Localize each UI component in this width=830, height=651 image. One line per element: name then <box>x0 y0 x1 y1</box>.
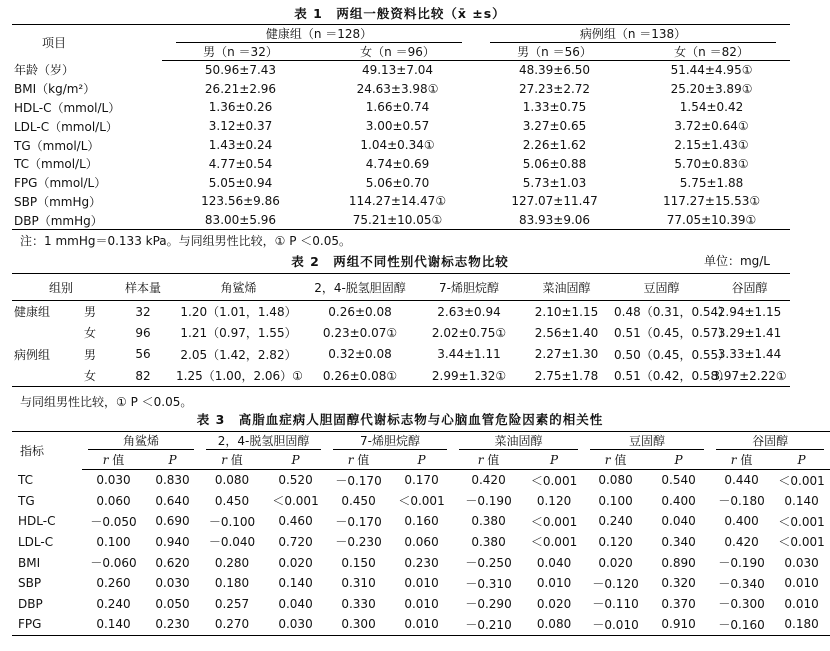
table3-r-label: r 值 <box>710 451 773 470</box>
table3-cell: －0.170 <box>335 514 382 529</box>
table1-subheader: 男（n ＝56） <box>476 43 633 61</box>
table2-cell: 2.94±1.15 <box>717 304 782 319</box>
table3-cell: 0.380 <box>471 534 506 549</box>
table3-cell: 0.370 <box>661 596 696 611</box>
table3-row-label: BMI <box>18 555 41 570</box>
table3-cell: －0.300 <box>718 597 765 612</box>
table3-cell: 0.380 <box>471 514 506 529</box>
table1-cell: 51.44±4.95① <box>670 63 753 78</box>
table1-cell: 4.74±0.69 <box>365 156 430 171</box>
table1-cell: 50.96±7.43 <box>204 63 277 78</box>
table3-cell: 0.080 <box>214 473 250 488</box>
table1-cell: 1.36±0.26 <box>208 100 273 115</box>
table3-cell: 0.340 <box>661 534 696 549</box>
table1-cell: 49.13±7.04 <box>361 63 434 78</box>
table2-cell: 1.25（1.00，2.06）① <box>176 365 301 387</box>
table2-header: 豆固醇 <box>614 274 709 301</box>
table3-cell: 0.030 <box>155 576 190 591</box>
table3-cell: 0.260 <box>96 576 131 591</box>
table3-cell: 0.310 <box>341 576 376 591</box>
table3-cell: ＜0.001 <box>530 473 578 488</box>
table2-cell: 2.75±1.78 <box>519 365 614 387</box>
table1-cell: 3.12±0.37 <box>208 119 273 134</box>
table1-row-label: HDL-C（mmol/L） <box>14 100 121 115</box>
table1-cell: 24.63±3.98① <box>356 81 439 96</box>
table2-cell: 2.10±1.15 <box>534 304 599 319</box>
table3-row <box>12 511 830 532</box>
table2-unit: 单位：mg/L <box>703 254 770 268</box>
table1-row <box>12 79 790 98</box>
table1-cell: 5.06±0.70 <box>365 175 430 190</box>
table1-group-healthy: 健康组（n ＝128） <box>176 25 462 43</box>
table3 <box>12 431 830 636</box>
table1-row <box>12 136 790 155</box>
table3-r-label: r 值 <box>453 451 524 470</box>
table3-cell: 0.230 <box>145 614 200 635</box>
table3-cell: 0.910 <box>647 614 710 635</box>
table3-cell: ＜0.001 <box>398 494 445 509</box>
table2-row <box>12 301 790 323</box>
table3-cell: 0.720 <box>278 534 313 549</box>
table1-cell: 27.23±2.72 <box>518 81 591 96</box>
table3-cell: 0.030 <box>784 555 819 570</box>
table3-cell: ＜0.001 <box>778 514 825 529</box>
table1-subheader: 女（n ＝96） <box>319 43 476 61</box>
table3-cell: 0.420 <box>471 473 506 488</box>
table1-cell: 1.43±0.24 <box>208 138 273 153</box>
table3-cell: 0.020 <box>598 555 633 570</box>
table2-cell: 96 <box>135 325 151 340</box>
table3-r-label: r 值 <box>584 451 647 470</box>
table2-header: 菜油固醇 <box>519 274 614 301</box>
table2 <box>12 273 790 387</box>
table3-r-label: r 值 <box>327 451 390 470</box>
table3-row-label: TG <box>18 493 35 508</box>
table2-cell: 0.23±0.07① <box>322 325 398 340</box>
table1-row-label: TC（mmol/L） <box>14 157 98 172</box>
table2-cell: 2.05（1.42，2.82） <box>180 347 297 362</box>
table2-row <box>12 344 790 366</box>
table3-row-label: DBP <box>18 596 43 611</box>
table1-subheader: 女（n ＝82） <box>633 43 790 61</box>
table1-cell: 2.15±1.43① <box>674 138 749 153</box>
table3-p-label: P <box>145 451 200 470</box>
table3-cell: ＜0.001 <box>778 473 825 488</box>
table3-row-label: HDL-C <box>18 514 56 529</box>
table2-cell: 3.97±2.22① <box>709 365 790 387</box>
table2-cell: 2.63±0.94 <box>437 304 501 319</box>
table3-cell: －0.190 <box>465 494 512 509</box>
table2-header: 组别 <box>12 274 110 301</box>
table3-r-label: r 值 <box>82 451 145 470</box>
table3-cell: 0.010 <box>784 576 819 591</box>
table3-cell: ＜0.001 <box>530 514 578 529</box>
table3-cell: －0.310 <box>465 576 512 591</box>
table1-cell: 1.66±0.74 <box>365 100 430 115</box>
table2-cell: 男 <box>84 305 97 319</box>
table3-cell: ＜0.001 <box>530 535 578 550</box>
table3-cell: 0.460 <box>278 514 313 529</box>
table3-cell: 0.240 <box>96 596 131 611</box>
table3-cell: －0.190 <box>718 556 765 571</box>
table3-cell: －0.210 <box>453 614 524 635</box>
table3-cell: 0.010 <box>404 596 439 611</box>
table1-row-label: LDL-C（mmol/L） <box>14 119 118 134</box>
table1-cell: 1.04±0.34① <box>360 138 435 153</box>
table3-cell: 0.170 <box>404 473 439 488</box>
table1-cell: 77.05±10.39① <box>633 211 790 230</box>
table1-group-patient: 病例组（n ＝138） <box>490 25 776 43</box>
table3-cell: 0.230 <box>404 555 439 570</box>
table3-p-label: P <box>524 451 584 470</box>
table2-cell: 0.51（0.45，0.57） <box>614 326 731 341</box>
table1-row-label: FPG（mmol/L） <box>14 176 107 191</box>
table3-group-header: 菜油固醇 <box>459 432 578 450</box>
table3-row-label: FPG <box>12 614 82 635</box>
table1 <box>12 24 790 230</box>
table1-cell: 127.07±11.47 <box>511 194 598 209</box>
table3-cell: 0.030 <box>96 473 131 488</box>
table3-index-header: 指标 <box>12 432 82 470</box>
table2-cell: 女 <box>70 365 110 387</box>
table2-cell: 1.20（1.01，1.48） <box>180 305 297 319</box>
table2-cell: 2.02±0.75① <box>431 325 507 340</box>
table3-row <box>12 552 830 573</box>
table1-row <box>12 117 790 136</box>
table1-row-label: TG（mmol/L） <box>14 138 100 153</box>
table1-note: 注：1 mmHg＝0.133 kPa。与同组男性比较，① P ＜0.05。 <box>20 234 351 248</box>
table1-cell: 1.33±0.75 <box>522 100 587 115</box>
table2-cell: 2.27±1.30 <box>534 347 599 362</box>
table3-cell: 0.830 <box>155 473 190 488</box>
table3-row-label: SBP <box>18 576 42 591</box>
table3-cell: 0.160 <box>404 514 439 529</box>
table3-cell: －0.010 <box>584 614 647 635</box>
table2-header: 谷固醇 <box>709 274 790 301</box>
table3-cell: 0.180 <box>773 614 830 635</box>
table1-cell: 5.06±0.88 <box>522 156 587 171</box>
table3-cell: －0.120 <box>592 576 639 591</box>
table3-cell: 0.010 <box>390 614 453 635</box>
table2-cell: 女 <box>84 326 97 341</box>
table3-row <box>12 490 830 511</box>
table1-row <box>12 154 790 173</box>
table3-cell: －0.250 <box>465 556 512 571</box>
table3-cell: 0.030 <box>264 614 327 635</box>
table1-row <box>12 98 790 117</box>
table3-cell: 0.080 <box>524 614 584 635</box>
table3-cell: 0.100 <box>598 493 633 508</box>
table2-cell: 3.44±1.11 <box>437 347 501 362</box>
table3-cell: 0.040 <box>661 514 696 529</box>
table3-cell: －0.180 <box>718 494 765 509</box>
table1-cell: 26.21±2.96 <box>204 81 277 96</box>
table1-cell: 5.70±0.83① <box>674 156 749 171</box>
table3-cell: 0.620 <box>155 555 190 570</box>
table3-cell: 0.180 <box>214 576 250 591</box>
table3-r-label: r 值 <box>200 451 264 470</box>
table3-row <box>12 532 830 553</box>
table3-cell: －0.230 <box>335 535 382 550</box>
table1-row <box>12 173 790 192</box>
table2-cell: 0.48（0.31，0.54） <box>614 305 731 319</box>
table2-cell: 82 <box>110 365 176 387</box>
table1-cell: 83.00±5.96 <box>162 211 319 230</box>
table2-cell: 0.51（0.42，0.58） <box>614 365 709 387</box>
table3-cell: 0.890 <box>661 555 696 570</box>
table3-cell: 0.400 <box>724 514 759 529</box>
table3-cell: 0.440 <box>724 473 759 488</box>
table2-cell: 病例组 <box>14 347 51 362</box>
table3-p-label: P <box>264 451 327 470</box>
table2-header: 样本量 <box>110 274 176 301</box>
table1-row <box>12 192 790 211</box>
table3-cell: 0.020 <box>536 596 572 611</box>
table3-cell: 0.050 <box>155 596 190 611</box>
table2-cell: 2.56±1.40 <box>534 325 599 340</box>
table3-cell: －0.170 <box>335 473 382 488</box>
table3-cell: 0.240 <box>598 514 633 529</box>
table3-cell: ＜0.001 <box>778 535 825 550</box>
table1-cell: 5.73±1.03 <box>522 175 587 190</box>
table3-cell: 0.270 <box>200 614 264 635</box>
table1-cell: 117.27±15.53① <box>662 194 761 209</box>
table3-cell: 0.140 <box>784 493 819 508</box>
table2-header: 角鲨烯 <box>176 274 301 301</box>
table1-title: 表 1 两组一般资料比较（x̄ ±s） <box>294 6 506 21</box>
table2-cell: 1.21（0.97，1.55） <box>180 326 297 341</box>
table2-cell: 0.26±0.08 <box>328 304 392 319</box>
table3-cell: 0.150 <box>341 555 376 570</box>
table3-cell: 0.060 <box>96 493 131 508</box>
table1-cell: 5.75±1.88 <box>679 175 744 190</box>
table3-cell: 0.010 <box>784 596 819 611</box>
table2-title: 表 2 两组不同性别代谢标志物比较 <box>291 254 509 269</box>
table2-cell: 3.29±1.41 <box>717 325 782 340</box>
table3-cell: 0.690 <box>155 514 190 529</box>
table1-row <box>12 61 790 80</box>
table1-row-label: 年龄（岁） <box>14 63 75 78</box>
table2-cell <box>12 365 70 387</box>
table3-cell: 0.520 <box>278 473 313 488</box>
table3-cell: －0.060 <box>90 556 137 571</box>
table3-cell: 0.120 <box>598 534 633 549</box>
table3-cell: －0.100 <box>208 514 256 529</box>
table1-cell: 83.93±9.06 <box>476 211 633 230</box>
table3-cell: 0.320 <box>661 576 696 591</box>
table2-cell: 男 <box>84 347 97 362</box>
table1-subheader: 男（n ＝32） <box>162 43 319 61</box>
table3-row <box>12 573 830 594</box>
table3-cell: 0.020 <box>278 555 313 570</box>
table3-group-header: 角鲨烯 <box>88 432 194 450</box>
table2-cell: 0.26±0.08① <box>301 365 419 387</box>
table1-cell: 4.77±0.54 <box>208 156 273 171</box>
table3-p-label: P <box>773 451 830 470</box>
table3-group-header: 2，4-脱氢胆固醇 <box>206 432 321 450</box>
table1-cell: 2.26±1.62 <box>522 138 587 153</box>
table3-cell: 0.640 <box>155 493 190 508</box>
table3-cell: 0.100 <box>96 534 131 549</box>
table3-group-header: 7-烯胆烷醇 <box>333 432 447 450</box>
table2-note: 与同组男性比较，① P ＜0.05。 <box>20 395 193 409</box>
table2-cell <box>12 322 70 344</box>
table3-cell: 0.257 <box>214 596 250 611</box>
table1-cell: 3.00±0.57 <box>365 119 430 134</box>
table3-cell: 0.940 <box>155 534 190 549</box>
table2-cell: 2.99±1.32① <box>419 365 519 387</box>
table3-p-label: P <box>647 451 710 470</box>
table3-cell: 0.010 <box>404 576 439 591</box>
table3-row <box>12 470 830 491</box>
table1-cell: 5.05±0.94 <box>208 175 273 190</box>
table3-cell: 0.280 <box>214 555 250 570</box>
table1-item-header: 项目 <box>12 25 162 61</box>
table3-group-header: 豆固醇 <box>590 432 704 450</box>
table3-cell: 0.010 <box>536 576 572 591</box>
table3-row-label: TC <box>18 472 34 487</box>
table1-cell: 123.56±9.86 <box>201 194 280 209</box>
table3-cell: 0.300 <box>327 614 390 635</box>
table3-cell: －0.340 <box>718 576 765 591</box>
table3-cell: 0.040 <box>536 555 572 570</box>
table3-cell: 0.060 <box>404 534 439 549</box>
table2-row <box>12 322 790 344</box>
table3-cell: 0.540 <box>661 473 696 488</box>
table3-row <box>12 614 830 635</box>
table3-cell: －0.040 <box>208 535 256 550</box>
table3-row-label: LDL-C <box>18 534 54 549</box>
table3-cell: －0.160 <box>710 614 773 635</box>
table2-cell: 0.32±0.08 <box>328 347 392 362</box>
table3-cell: 0.040 <box>278 596 313 611</box>
table2-header: 7-烯胆烷醇 <box>419 274 519 301</box>
table2-cell: 32 <box>135 304 151 319</box>
table3-cell: ＜0.001 <box>272 494 319 509</box>
table3-cell: －0.110 <box>592 597 639 612</box>
table2-cell: 3.33±1.44 <box>717 347 782 362</box>
table1-cell: 25.20±3.89① <box>670 81 753 96</box>
table3-cell: 0.120 <box>536 493 572 508</box>
table3-cell: 0.330 <box>341 596 376 611</box>
table1-cell: 1.54±0.42 <box>679 100 744 115</box>
table1-row <box>12 211 790 230</box>
table3-cell: －0.290 <box>465 597 512 612</box>
table1-cell: 3.72±0.64① <box>674 119 749 134</box>
table2-cell: 健康组 <box>14 305 51 319</box>
table3-p-label: P <box>390 451 453 470</box>
table2-cell: 0.50（0.45，0.55） <box>614 347 731 362</box>
table3-cell: 0.450 <box>214 493 250 508</box>
table2-row <box>12 365 790 387</box>
table1-cell: 3.27±0.65 <box>522 119 587 134</box>
table3-cell: 0.080 <box>598 473 633 488</box>
table3-title: 表 3 高脂血症病人胆固醇代谢标志物与心脑血管危险因素的相关性 <box>196 412 604 427</box>
table3-row <box>12 594 830 615</box>
table3-cell: －0.050 <box>90 514 137 529</box>
table1-row-label: DBP（mmHg） <box>12 211 162 230</box>
table3-cell: 0.140 <box>278 576 313 591</box>
table3-cell: 0.140 <box>82 614 145 635</box>
table2-header: 2，4-脱氢胆固醇 <box>301 274 419 301</box>
table3-cell: 0.420 <box>724 534 759 549</box>
table3-cell: 0.450 <box>341 493 376 508</box>
table1-cell: 75.21±10.05① <box>319 211 476 230</box>
table2-cell: 56 <box>135 347 151 362</box>
table1-row-label: SBP（mmHg） <box>14 194 102 209</box>
table1-cell: 114.27±14.47① <box>348 194 447 209</box>
table3-group-header: 谷固醇 <box>716 432 824 450</box>
table1-row-label: BMI（kg/m²） <box>14 82 96 97</box>
table3-cell: 0.400 <box>661 493 696 508</box>
table1-cell: 48.39±6.50 <box>518 63 591 78</box>
